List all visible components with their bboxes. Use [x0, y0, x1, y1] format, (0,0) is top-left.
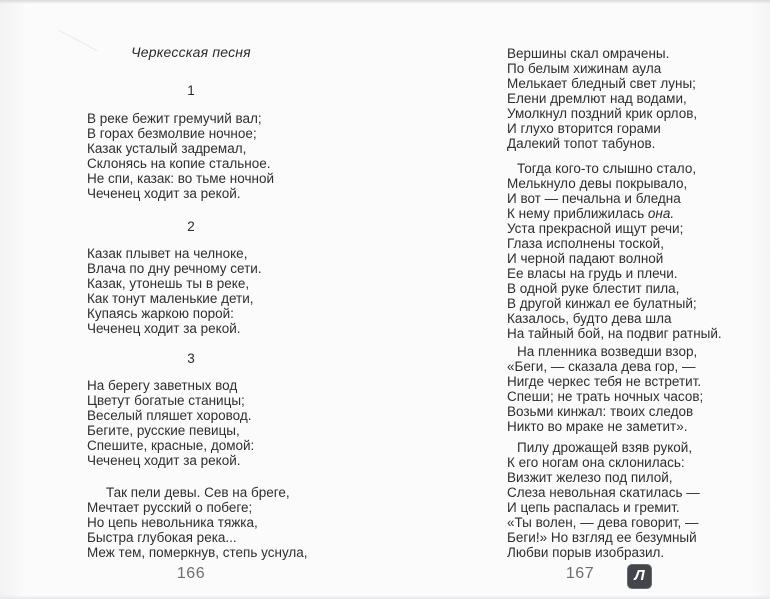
poem-line: В горах безмолвие ночное;: [87, 126, 257, 141]
stanza-left-4: [87, 485, 308, 560]
poem-line: Нигде черкес тебя не встретит.: [507, 374, 702, 389]
poem-line: Умолкнул поздний крик орлов,: [507, 106, 698, 121]
poem-line: «Ты волен, — дева говорит, —: [507, 515, 699, 530]
poem-line: Так пели девы. Сев на бреге,: [106, 485, 290, 500]
labirint-watermark: [627, 564, 652, 589]
stanza-left-1: [87, 111, 295, 201]
poem-line: «Беги, — сказала дева гор, —: [507, 359, 696, 374]
poem-title: Черкесская песня: [131, 44, 251, 60]
labirint-letter-icon: Л: [634, 567, 645, 584]
poem-line: Никто во мраке не заметит».: [507, 419, 688, 434]
poem-line: На тайный бой, на подвиг ратный.: [507, 326, 722, 341]
poem-line: Вершины скал омрачены.: [507, 46, 670, 61]
poem-line: Казалось, будто дева шла: [507, 311, 672, 326]
page-number-right: 167: [565, 565, 595, 582]
poem-line: Не спи, казак: во тьме ночной: [87, 171, 275, 186]
stanza-right-4: [507, 440, 707, 560]
stanza-number-1: 1: [187, 83, 195, 98]
poem-line: Визжит железо под пилой,: [507, 470, 673, 485]
poem-line: Любви порыв изобразил.: [507, 545, 665, 560]
poem-line: Пилу дрожащей взяв рукой,: [517, 440, 693, 455]
poem-line: Казак усталый задремал,: [87, 141, 247, 156]
poem-line: Чеченец ходит за рекой.: [87, 453, 241, 468]
poem-line: На берегу заветных вод: [87, 378, 238, 393]
poem-line: Спешите, красные, домой:: [87, 438, 255, 453]
poem-line: Казак плывет на челноке,: [87, 246, 248, 261]
stanza-left-2: [87, 246, 295, 336]
poem-line: К его ногам она склонилась:: [507, 455, 685, 470]
poem-line: Слеза невольная скатилась —: [507, 485, 700, 500]
poem-line: Быстра глубокая река...: [87, 530, 237, 545]
poem-line: И цепь распалась и гремит.: [507, 500, 680, 515]
poem-line: И вот — печальна и бледна: [507, 191, 681, 206]
poem-line: Склонясь на копие стальное.: [87, 156, 271, 171]
poem-line: Елени дремлют над водами,: [507, 91, 687, 106]
poem-line: Веселый пляшет хоровод.: [87, 408, 252, 423]
poem-line: Чеченец ходит за рекой.: [87, 186, 241, 201]
poem-line: Уста прекрасной ищут речи;: [507, 221, 684, 236]
poem-line: Казак, утонешь ты в реке,: [87, 276, 250, 291]
poem-line: Меж тем, померкнув, степь уснула,: [87, 545, 308, 560]
poem-line: Беги!» Но взгляд ее безумный: [507, 530, 697, 545]
stanza-right-2: [507, 161, 722, 341]
poem-line: Мелькнуло девы покрывало,: [507, 176, 688, 191]
poem-line: Тогда кого-то слышно стало,: [517, 161, 697, 176]
stanza-number-2: 2: [187, 219, 195, 234]
poem-line: Но цепь невольника тяжка,: [87, 515, 258, 530]
stanza-left-3: [87, 378, 295, 468]
poem-line: Как тонут маленькие дети,: [87, 291, 254, 306]
poem-line: Мелькает бледный свет луны;: [507, 76, 696, 91]
poem-line: На пленника возведши взор,: [517, 344, 698, 359]
poem-line: Влача по дну речному сети.: [87, 261, 262, 276]
stanza-number-3: 3: [187, 351, 195, 366]
page-number-left: 166: [176, 565, 206, 582]
poem-line: В одной руке блестит пила,: [507, 281, 680, 296]
poem-line: Возьми кинжал: твоих следов: [507, 404, 694, 419]
poem-line: Глаза исполнены тоской,: [507, 236, 664, 251]
poem-line: К нему приближилась она.: [507, 206, 675, 221]
stanza-right-1: [507, 46, 707, 151]
poem-line: В другой кинжал ее булатный;: [507, 296, 697, 311]
stanza-right-3: [507, 344, 707, 434]
poem-line: Мечтает русский о побеге;: [87, 500, 253, 515]
poem-line: Купаясь жаркою порой:: [87, 306, 234, 321]
poem-line: И глухо вторится горами: [507, 121, 661, 136]
poem-line: Чеченец ходит за рекой.: [87, 321, 241, 336]
poem-line: И черной падают волной: [507, 251, 664, 266]
poem-line: По белым хижинам аула: [507, 61, 662, 76]
poem-line: Ее власы на грудь и плечи.: [507, 266, 678, 281]
poem-line: Далекий топот табунов.: [507, 136, 656, 151]
poem-line: Спеши; не трать ночных часов;: [507, 389, 704, 404]
poem-line: Бегите, русские певицы,: [87, 423, 240, 438]
poem-line: В реке бежит гремучий вал;: [87, 111, 262, 126]
poem-line: Цветут богатые станицы;: [87, 393, 245, 408]
